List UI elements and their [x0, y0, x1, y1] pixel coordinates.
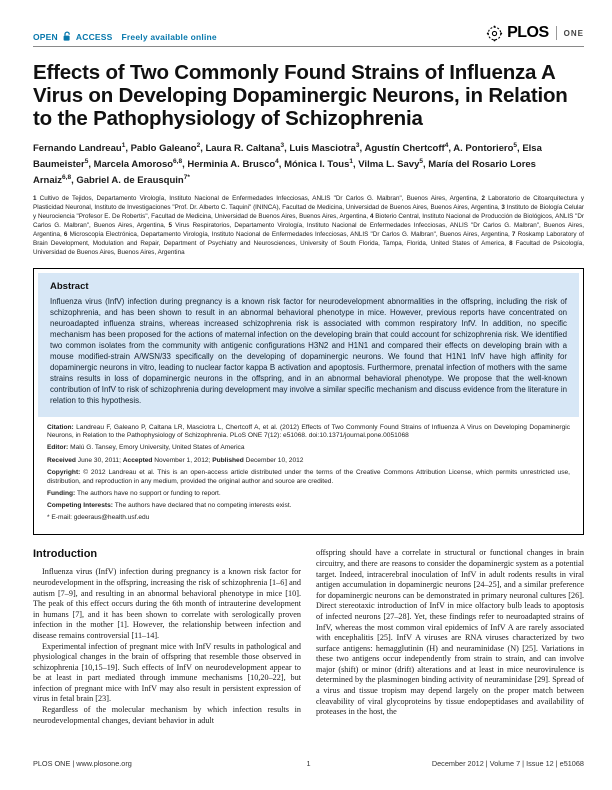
meta-row-2: Received June 30, 2011; Accepted November 1, 2012; Published December 10, 2012: [47, 456, 304, 464]
author-affiliation-sup: 3: [280, 142, 285, 149]
meta-row-1: Editor: Malú G. Tansey, Emory University, United States of America: [47, 444, 245, 452]
author-name: A. Pontoriero: [453, 143, 514, 155]
affiliation-number: 8: [509, 240, 516, 248]
abstract-panel: [38, 273, 579, 416]
author-name: Pablo Galeano: [130, 143, 197, 155]
author-name: Marcela Amoroso: [93, 159, 174, 171]
affiliation-text: Microscopía Electrónica, Departamento Virología, Instituto Nacional de Enfermedades Infecciosas, ANLIS "Dr Carlos G. Malbran", Buenos Aires, Argentina,: [69, 231, 512, 239]
freely-available-label: Freely available online: [121, 31, 217, 42]
abstract-metadata-box: [33, 268, 584, 535]
author-affiliation-sup: 4: [275, 158, 279, 166]
meta-row-4: Funding: The authors have no support or funding to report.: [47, 489, 221, 497]
article-body: [33, 548, 584, 726]
meta-row-6: * E-mail: gdeeraus@health.usf.edu: [47, 514, 150, 522]
meta-row-0: Citation: Landreau F, Galeano P, Caltana LR, Masciotra L, Chertcoff A, et al. (2012) Effects of Two Commonly Found Strains of Influenza A Virus on Developing Dopaminergic Neurons, in Relation to the Pathophysiology of Schizophrenia. PLoS ONE 7(12): e51068. doi:10.1371/journal.pone.0051068: [47, 423, 571, 440]
left-column: [33, 548, 301, 726]
body-paragraph: Regardless of the molecular mechanism by which infection results in neurodevelopmental changes, deviant behavior in adult: [33, 705, 301, 725]
author-affiliation-sup: 1: [121, 142, 126, 149]
body-paragraph: offspring should have a correlate in structural or functional changes in brain circuitry, and there are reasons to consider the dopaminergic system as a potential target. Indeed, intracerebral inoculation of InfV in adult rodents results in viral antigen accumulation in dopaminergic neurons [24–25], and a similar preference for dopaminergic neurons can be demonstrated in primary neuronal cultures [26]. Direct stereotaxic introduction of InfV in mice olfactory bulb leads to apoptosis of infected neurons [27–28]. Yet, these findings refer to neuroadapted strains of InfV, whereas the most common viral epidemics of InfV A are rarely associated with encephalitis [25]. InfV A viruses are RNA viruses characterized by two surface antigens: hemagglutinin (H) and neuraminidase (N) [25]. Variations in these two antigens occur independently from strain to strain, and can involve major (shift) or minor (drift) alterations and at least in mice neurovirulence is determined by the plasminogen binding activity of neuraminidase [29]. Spread of a virus and tissue tropism may depend largely on the proper match between cleavability of viral glycoproteins by tissue endopeptidases and availability of proteases in the host, the: [316, 548, 584, 717]
affiliation-number: 3: [501, 204, 507, 212]
meta-row-3: Copyright: © 2012 Landreau et al. This is an open-access article distributed under the terms of the Creative Commons Attribution License, which permits unrestricted use, distribution, and reproduction in any medium, provided the original author and source are credited.: [47, 468, 570, 485]
author-affiliation-sup: 5: [84, 158, 89, 166]
affiliation-text: Facultad de Psicología, Universidad de Buenos Aires, Buenos Aires, Argentina: [33, 240, 584, 257]
author-affiliation-sup: 2: [196, 142, 201, 149]
right-column: [316, 548, 584, 726]
affiliation-text: Laboratorio de Citoarquitectura y Plasticidad Neuronal, Instituto de Investigaciones "Prof. Dr. Alberto C. Taquini" (ININCA), Facultad de Medicina, Universidad de Buenos Aires, Buenos Aires, Argentina,: [33, 195, 584, 212]
affiliation-number: 4: [369, 213, 376, 221]
affiliation-text: Instituto de Biología Celular y Neurociencia "Profesor E. De Robertis", Facultad de Medicina, Universidad de Buenos Aires, Buenos Aires, Argentina,: [33, 204, 584, 221]
affiliation-number: 7: [511, 231, 518, 239]
open-lock-icon: [62, 31, 72, 42]
author-name: Mónica I. Tous: [284, 159, 350, 171]
author-list: Fernando Landreau$^1$, Pablo Galeano$^2$, Laura R. Caltana$^3$, Luis Masciotra$^3$, Agustín Chertcoff$^4$, A. Pontoriero$^5$, Elsa Baumeister$^5$, Marcela Amoroso$^{6,8}$, Herminia A. Brusco$^4$, Mónica I. Tous$^1$, Vilma L. Savy$^5$, María del Rosario Lores Arnaiz$^{6,8}$, Gabriel A. de Erausquin$^{7*}$: [33, 142, 542, 187]
affiliation-number: 2: [481, 195, 489, 203]
meta-row-5: Competing Interests: The authors have declared that no competing interests exist.: [47, 501, 292, 509]
plos-logo: [486, 24, 584, 42]
author-name: Elsa Baumeister: [33, 143, 542, 171]
affiliation-text: Bioterio Central, Instituto Nacional de Producción de Biológicos, ANLIS "Dr Carlos G. Malbran", Buenos Aires, Argentina,: [33, 213, 584, 230]
journal-subname: ONE: [563, 28, 584, 38]
author-name: María del Rosario Lores Arnaiz: [33, 159, 536, 187]
left-column-text: [33, 567, 301, 726]
plos-logo-icon: [486, 25, 503, 42]
open-access-banner: [33, 31, 217, 42]
header-rule: [33, 46, 584, 47]
author-name: Fernando Landreau: [33, 143, 122, 155]
right-column-text: [316, 548, 584, 718]
author-name: Vilma L. Savy: [358, 159, 420, 171]
body-paragraph: Experimental infection of pregnant mice with InfV results in pathological and physiological changes in the brain of offspring that resemble those observed in schizophrenia [10,15–19]. Such effects of InfV on neurodevelopment appear to be at least in part mediated through immune mechanisms [10,20–22], but infection of pregnant mice with InfV may also result in persistent expression of virus in fetal brain [23].: [33, 641, 301, 704]
open-access-label-access: ACCESS: [75, 31, 113, 42]
author-name: Herminia A. Brusco: [187, 159, 276, 171]
author-affiliation-sup: 1: [349, 158, 353, 166]
author-affiliation-sup: 3: [355, 142, 360, 149]
footer-issue-info: December 2012 | Volume 7 | Issue 12 | e51068: [431, 759, 584, 768]
footer-journal-url: PLOS ONE | www.plosone.org: [33, 759, 132, 768]
journal-name: PLOS: [507, 24, 549, 41]
section-heading-introduction: Introduction: [33, 548, 98, 561]
author-name: Gabriel A. de Erausquin: [76, 175, 184, 187]
abstract-text: Influenza virus (InfV) infection during pregnancy is a known risk factor for neurodevelopment abnormalities in the offspring, including the risk of schizophrenia, and has been shown to result in an abnormal behavioral phenotype in mice. However, previous reports have concentrated on neuroadapted influenza strains, whereas increased schizophrenia risk is associated with common respiratory InfV. In addition, no specific mechanism has been proposed for the actions of maternal infection on the developing brain that could account for schizophrenia risk. We identified two common isolates from the community with antigenic configurations H3N2 and H1N1 and compared their effects on developing brain with a mouse modified-strain A/WSN/33 specifically on the developing of dopaminergic neurons. We found that H1N1 InfV have high affinity for dopaminergic neurons in vitro, leading to nuclear factor kappa B activation and apoptosis. Furthermore, prenatal infection of mothers with the same strains results in loss of dopaminergic neurons in the offspring, and in an abnormal behavioral phenotype. We propose that the well-known contribution of InfV to risk of schizophrenia during development may involve a similar specific mechanism and discuss evidence from the literature in relation to this hypothesis.: [50, 297, 567, 405]
affiliation-text: Cultivo de Tejidos, Departamento Virología, Instituto Nacional de Enfermedades Infecciosas, ANLIS "Dr Carlos G. Malbran", Buenos Aires, Argentina,: [39, 195, 482, 203]
author-name: Agustín Chertcoff: [364, 143, 445, 155]
footer-page-number: 1: [306, 759, 311, 768]
page-footer: [33, 759, 584, 768]
author-affiliation-sup: 6,8: [173, 158, 183, 166]
author-affiliation-sup: 7*: [183, 174, 190, 182]
author-affiliation-sup: 6,8: [62, 174, 72, 182]
page-header: [33, 24, 584, 42]
author-name: Luis Masciotra: [289, 143, 356, 155]
article-title: Effects of Two Commonly Found Strains of Influenza A Virus on Developing Dopaminergic Neurons, in Relation to the Pathophysiology of Schizophrenia: [33, 61, 568, 130]
author-affiliation-sup: 5: [513, 142, 518, 149]
author-name: Laura R. Caltana: [205, 143, 281, 155]
affiliation-number: 5: [168, 222, 176, 230]
article-metadata: [38, 417, 579, 529]
affiliation-number: 6: [63, 231, 70, 239]
logo-divider: [556, 26, 557, 40]
abstract-heading: Abstract: [50, 281, 89, 293]
body-paragraph: Influenza virus (InfV) infection during pregnancy is a known risk factor for neurodevelopment in the offspring, increasing the risk of schizophrenia [1–6] and autism [7–9], and resulting in an abnormal behavioral phenotype in mice [10]. The peak of this effect occurs during the 6th month of intrauterine development in humans [7], and it has been shown to correlate with serologically proven infection in the mother [1]. However, the relationship between infection and disease remains controversial [11–14].: [33, 567, 301, 640]
affiliation-text: Roskamp Laboratory of Brain Development, Modulation and Repair, Department of Psychiatry and Neurosciences, University of South Florida, Tampa, Florida, United States of America,: [33, 231, 584, 248]
author-affiliation-sup: 5: [419, 158, 423, 166]
affiliations: [33, 194, 584, 257]
author-affiliation-sup: 4: [444, 142, 449, 149]
open-access-label-open: OPEN: [33, 31, 58, 42]
affiliation-text: Virus Respiratorios, Departamento Virología, Instituto Nacional de Enfermedades Infecciosas, ANLIS "Dr Carlos G. Malbran", Buenos Aires, Argentina,: [33, 222, 584, 239]
affiliation-number: 1: [33, 195, 40, 203]
